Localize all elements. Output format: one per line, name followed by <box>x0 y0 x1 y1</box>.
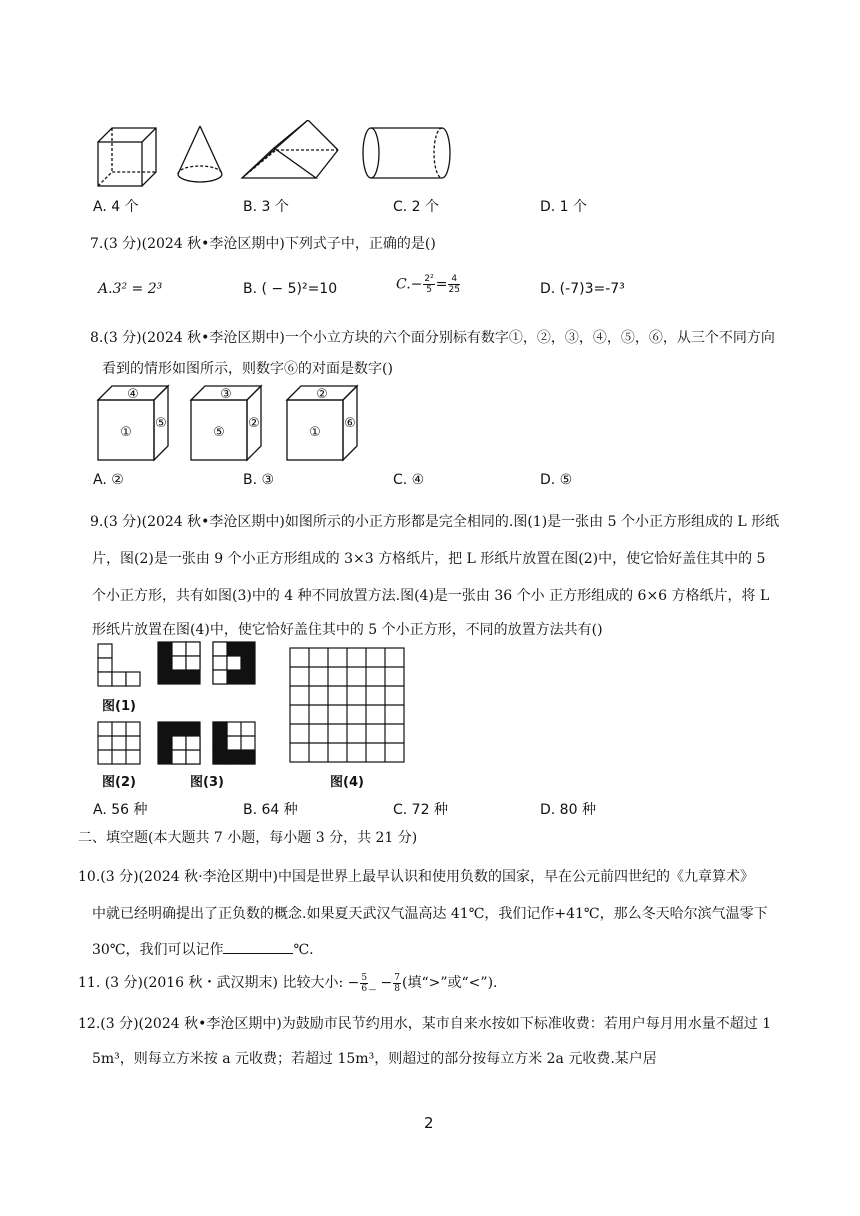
q11-instruction: (填“>”或“<”). <box>402 975 498 991</box>
q7-option-c-den2: 25 <box>448 285 460 295</box>
q8-cubes-figure <box>94 382 374 464</box>
q9-6x6-grid <box>290 648 404 762</box>
q8-cube-1-right-label: ⑤ <box>155 416 167 431</box>
q9-fig2-label: 图(2) <box>102 775 136 790</box>
q9-3x3-grid <box>98 722 140 764</box>
q8-stem-line1: 8.(3 分)(2024 秋•李沧区期中)一个小立方块的六个面分别标有数字①，②，③，④，⑤，⑥，从三个不同方向 <box>90 330 775 346</box>
q8-cube-3-top-label: ② <box>316 387 328 402</box>
prism-solid <box>242 120 338 178</box>
cone-solid <box>178 126 222 182</box>
q9-placement-grid-2 <box>213 722 255 764</box>
q6-option-a[interactable]: A. 4 个 <box>93 199 139 215</box>
q11-fraction-2-num: 7 <box>394 972 401 983</box>
q6-option-b[interactable]: B. 3 个 <box>243 199 289 215</box>
q11-fraction-1-num: 5 <box>361 972 368 983</box>
q7-option-a-expr: 3² = 2³ <box>112 281 163 297</box>
q7-option-a[interactable] <box>98 281 162 297</box>
q11-fraction-1 <box>360 973 368 994</box>
q7-option-c-den1: 5 <box>426 285 432 295</box>
q10-line3 <box>92 939 314 959</box>
q9-example-grid-1 <box>158 642 200 684</box>
q11-fraction-2 <box>393 973 401 994</box>
q9-line4: 形纸片放置在图(4)中，使它恰好盖住其中的 5 个小正方形，不同的放置方法共有() <box>92 622 603 638</box>
q8-cube-2-right-label: ② <box>248 416 260 431</box>
q9-option-d[interactable]: D. 80 种 <box>540 802 596 818</box>
q9-placement-grid-1 <box>158 722 200 764</box>
q7-option-d[interactable]: D. (-7)3=-7³ <box>540 281 625 297</box>
q9-option-a[interactable]: A. 56 种 <box>93 802 148 818</box>
q7-option-c-num1: 2² <box>424 274 434 284</box>
q9-fig4-label: 图(4) <box>330 775 364 790</box>
q11-text: 11. (3 分)(2016 秋・武汉期末) 比较大小: − <box>78 975 360 991</box>
q7-option-c-equals: = <box>435 276 448 293</box>
q12-line1: 12.(3 分)(2024 秋•李沧区期中)为鼓励市民节约用水，某市自来水按如下标准收费：若用户每月用水量不超过 1 <box>78 1016 772 1032</box>
q7-stem: 7.(3 分)(2024 秋•李沧区期中)下列式子中，正确的是() <box>90 236 436 252</box>
q8-option-d[interactable]: D. ⑤ <box>540 472 573 488</box>
q9-line2: 片，图(2)是一张由 9 个小正方形组成的 3×3 方格纸片，把 L 形纸片放置在图(2)中，使它恰好盖住其中的 5 <box>92 551 766 567</box>
q8-stem-line2: 看到的情形如图所示，则数字⑥的对面是数字() <box>102 361 393 377</box>
q8-option-a[interactable]: A. ② <box>93 472 124 488</box>
q7-option-c-fraction-2 <box>448 274 459 295</box>
cylinder-solid <box>363 128 450 178</box>
q9-option-b[interactable]: B. 64 种 <box>243 802 298 818</box>
q6-option-c[interactable]: C. 2 个 <box>393 199 440 215</box>
q6-option-d[interactable]: D. 1 个 <box>540 199 588 215</box>
q8-cube-2-top-label: ③ <box>220 387 232 402</box>
q8-cube-1-top-label: ④ <box>127 387 139 402</box>
cube-solid <box>98 128 156 186</box>
q8-cube-3-front-label: ① <box>309 425 321 440</box>
q7-option-c-label: C. <box>396 276 411 293</box>
q8-option-b[interactable]: B. ③ <box>243 472 275 488</box>
solids-figure <box>92 120 462 192</box>
q10-line3-unit: ℃. <box>293 942 314 958</box>
q7-option-c-num2: 4 <box>448 274 459 285</box>
q9-option-c[interactable]: C. 72 种 <box>393 802 448 818</box>
q7-option-c-minus: − <box>410 276 423 293</box>
q9-line1: 9.(3 分)(2024 秋•李沧区期中)如图所示的小正方形都是完全相同的.图(1)是一张由 5 个小正方形组成的 L 形纸 <box>90 514 780 530</box>
q8-cube-3-right-label: ⑥ <box>344 416 356 431</box>
q9-grids-figure <box>94 640 414 792</box>
q7-option-a-label: A. <box>98 281 113 297</box>
q10-line3-text: 30℃，我们可以记作 <box>92 942 224 958</box>
q9-example-grid-2 <box>213 642 255 684</box>
q12-line2: 5m³，则每立方米按 a 元收费；若超过 15m³，则超过的部分按每立方米 2a 元收费.某户居 <box>92 1051 657 1067</box>
q9-fig1-label: 图(1) <box>102 699 136 714</box>
q9-l-shape <box>98 644 140 686</box>
q7-option-c-fraction-1 <box>423 274 434 295</box>
q7-option-b[interactable]: B. ( − 5)²=10 <box>243 281 338 297</box>
q8-cube-2-front-label: ⑤ <box>213 425 225 440</box>
q7-option-c[interactable] <box>396 274 461 295</box>
q11-fraction-1-den: 6 <box>361 983 368 994</box>
q8-cube-1-front-label: ① <box>120 425 132 440</box>
q10-line1: 10.(3 分)(2024 秋·李沧区期中)中国是世界上最早认识和使用负数的国家，早在公元前四世纪的《九章算术》 <box>78 869 754 885</box>
q11-fraction-2-den: 8 <box>394 983 401 994</box>
q9-fig3-label: 图(3) <box>190 775 224 790</box>
q9-line3: 个小正方形，共有如图(3)中的 4 种不同放置方法.图(4)是一张由 36 个小 正方形组成的 6×6 方格纸片，将 L <box>92 588 770 604</box>
q11-blank-and-minus[interactable]: _ − <box>369 975 393 991</box>
q10-answer-blank[interactable] <box>223 941 293 954</box>
page-number: 2 <box>424 1114 434 1132</box>
q8-option-c[interactable]: C. ④ <box>393 472 425 488</box>
section-2-heading: 二、填空题(本大题共 7 小题，每小题 3 分，共 21 分) <box>78 830 418 846</box>
q10-line2: 中就已经明确提出了正负数的概念.如果夏天武汉气温高达 41℃，我们记作+41℃，那么冬天哈尔滨气温零下 <box>92 906 768 922</box>
q11-line <box>78 972 497 994</box>
